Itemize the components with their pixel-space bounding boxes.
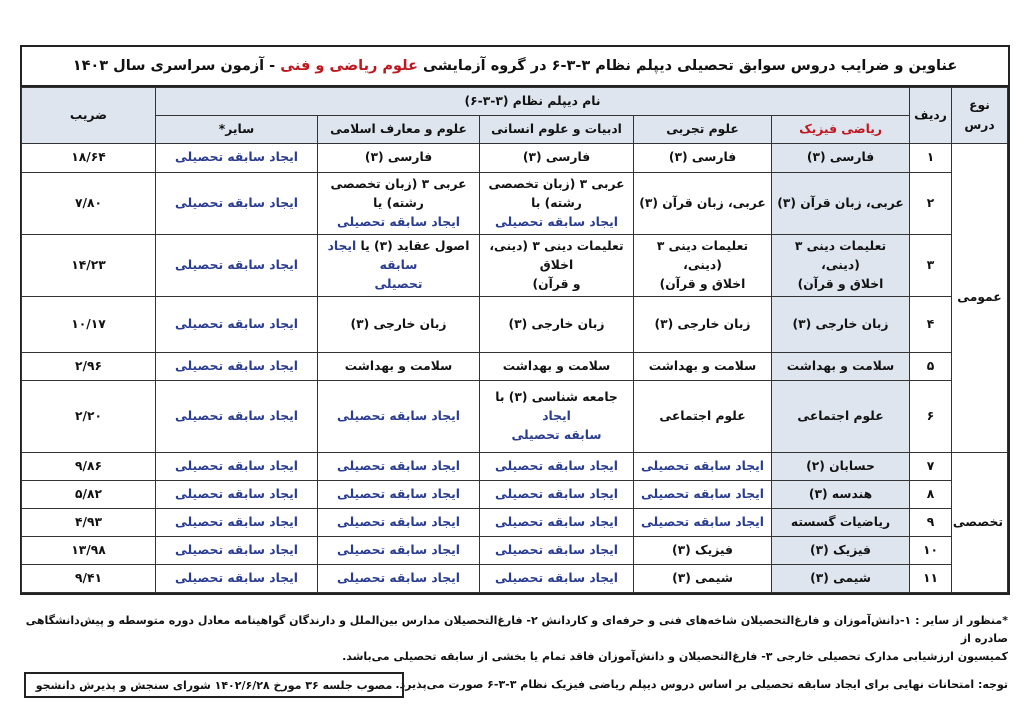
cell-islamic: ایجاد سابقه تحصیلی [318,565,480,593]
cell-text-blue: ایجاد [542,408,571,423]
cell-text: تعلیمات دینی ۳ (دینی، [656,238,749,272]
footnote-line1: *منظور از سایر : ۱-دانش‌آموزان و فارغ‌التحصیلان شاخه‌های فنی و حرفه‌ای و کاردانش ۲- فارغ‌التحصیلان مدارس بین‌الملل و دارندگان گواهینامه معادل دوره متوسطه و پیش‌دانشگاهی صادره از [25,614,1008,645]
courses-table [21,87,1008,593]
header-col-experimental: علوم تجربی [634,116,772,144]
cell-text-blue: تحصیلی [374,277,423,292]
cell-islamic: سلامت و بهداشت [318,353,480,381]
cell-humanities: ایجاد سابقه تحصیلی [480,537,634,565]
cell-text: اخلاق و قرآن) [659,277,746,292]
cell-other: ایجاد سابقه تحصیلی [155,481,317,509]
header-col-math-physics: ریاضی فیزیک [772,116,910,144]
title-accent: علوم ریاضی و فنی [280,58,418,74]
cell-other: ایجاد سابقه تحصیلی [155,297,317,353]
cell-coefficient: ۲/۹۶ [21,353,155,381]
cell-text: عربی ۳ (زبان تخصصی رشته) یا [330,176,467,210]
cell-text-blue: ایجاد سابقه تحصیلی [495,215,618,230]
cell-other: ایجاد سابقه تحصیلی [155,453,317,481]
row-number: ۵ [910,353,952,381]
header-col-islamic: علوم و معارف اسلامی [318,116,480,144]
table-row [21,297,1007,353]
cell-islamic: ایجاد سابقه تحصیلی [318,381,480,453]
row-number: ۲ [910,173,952,235]
cell-islamic [318,235,480,297]
cell-other: ایجاد سابقه تحصیلی [155,537,317,565]
cell-islamic [318,173,480,235]
cell-math: علوم اجتماعی [772,381,910,453]
final-note: توجه: امتحانات نهایی برای ایجاد سابقه تحصیلی بر اساس دروس دیپلم ریاضی فیزیک نظام ۳-۳-۶ صورت می‌پذیرد. [395,678,1008,691]
header-col-humanities: ادبیات و علوم انسانی [480,116,634,144]
row-number: ۸ [910,481,952,509]
cell-humanities: ایجاد سابقه تحصیلی [480,565,634,593]
cell-humanities: ایجاد سابقه تحصیلی [480,481,634,509]
cell-islamic: فارسی (۳) [318,144,480,173]
row-number: ۹ [910,509,952,537]
cell-other: ایجاد سابقه تحصیلی [155,565,317,593]
header-row-number: ردیف [910,88,952,144]
cell-text-blue: سابقه تحصیلی [511,428,602,443]
group-special: تخصصی [952,453,1008,593]
cell-coefficient: ۴/۹۳ [21,509,155,537]
cell-math: فارسی (۳) [772,144,910,173]
cell-experimental: ایجاد سابقه تحصیلی [634,453,772,481]
cell-experimental: علوم اجتماعی [634,381,772,453]
cell-coefficient: ۱۰/۱۷ [21,297,155,353]
cell-other: ایجاد سابقه تحصیلی [155,353,317,381]
cell-text: اصول عقاید (۳) یا [360,238,470,253]
table-row [21,453,1007,481]
cell-math: عربی، زبان قرآن (۳) [772,173,910,235]
table-row [21,144,1007,173]
table-row [21,565,1007,593]
row-number: ۶ [910,381,952,453]
cell-islamic: ایجاد سابقه تحصیلی [318,453,480,481]
cell-text-blue: ایجاد سابقه تحصیلی [337,215,460,230]
cell-humanities: ایجاد سابقه تحصیلی [480,453,634,481]
title-part1: عناوین و ضرایب دروس سوابق تحصیلی دیپلم نظام ۳-۳-۶ در گروه آزمایشی [423,58,958,74]
table-row [21,235,1007,297]
table-row [21,353,1007,381]
document-frame [20,45,1010,595]
cell-experimental: فارسی (۳) [634,144,772,173]
cell-humanities [480,235,634,297]
cell-humanities [480,381,634,453]
header-col-other: سایر* [155,116,317,144]
cell-other: ایجاد سابقه تحصیلی [155,235,317,297]
cell-math: زبان خارجی (۳) [772,297,910,353]
table-row [21,481,1007,509]
cell-coefficient: ۱۳/۹۸ [21,537,155,565]
cell-islamic: زبان خارجی (۳) [318,297,480,353]
cell-islamic: ایجاد سابقه تحصیلی [318,537,480,565]
cell-coefficient: ۱۴/۲۳ [21,235,155,297]
cell-text: تعلیمات دینی ۳ (دینی، [794,238,887,272]
cell-text-blue: ایجاد سابقه [327,238,418,272]
row-number: ۱ [910,144,952,173]
cell-math [772,235,910,297]
header-diploma-name: نام دیپلم نظام (۳-۳-۶) [155,88,909,116]
cell-experimental: ایجاد سابقه تحصیلی [634,481,772,509]
cell-experimental: فیزیک (۳) [634,537,772,565]
cell-coefficient: ۲/۲۰ [21,381,155,453]
cell-experimental: سلامت و بهداشت [634,353,772,381]
cell-humanities: سلامت و بهداشت [480,353,634,381]
cell-experimental: عربی، زبان قرآن (۳) [634,173,772,235]
cell-other: ایجاد سابقه تحصیلی [155,381,317,453]
cell-math: فیزیک (۳) [772,537,910,565]
footnote-line2: کمیسیون ارزشیابی مدارک تحصیلی خارجی ۳- فارغ‌التحصیلان و دانش‌آموزان فاقد تمام یا بخشی از سابقه تحصیلی می‌باشد. [342,650,1008,663]
cell-math: هندسه (۳) [772,481,910,509]
cell-coefficient: ۵/۸۲ [21,481,155,509]
table-row [21,509,1007,537]
cell-humanities: فارسی (۳) [480,144,634,173]
row-number: ۱۱ [910,565,952,593]
cell-islamic: ایجاد سابقه تحصیلی [318,481,480,509]
approval-box: مصوب جلسه ۳۶ مورخ ۱۴۰۲/۶/۲۸ شورای سنجش و پذیرش دانشجو [24,672,404,698]
group-general: عمومی [952,144,1008,453]
cell-coefficient: ۱۸/۶۴ [21,144,155,173]
cell-humanities: ایجاد سابقه تحصیلی [480,509,634,537]
cell-coefficient: ۹/۸۶ [21,453,155,481]
cell-other: ایجاد سابقه تحصیلی [155,173,317,235]
cell-experimental: ایجاد سابقه تحصیلی [634,509,772,537]
cell-experimental [634,235,772,297]
header-course-type: نوع درس [952,88,1008,144]
cell-text: و قرآن) [532,277,581,292]
table-row [21,537,1007,565]
cell-text: تعلیمات دینی ۳ (دینی، اخلاق [489,238,624,272]
cell-coefficient: ۹/۴۱ [21,565,155,593]
cell-text: عربی ۳ (زبان تخصصی رشته) با [488,176,625,210]
cell-experimental: شیمی (۳) [634,565,772,593]
cell-text: اخلاق و قرآن) [797,277,884,292]
cell-other: ایجاد سابقه تحصیلی [155,509,317,537]
cell-humanities: زبان خارجی (۳) [480,297,634,353]
row-number: ۳ [910,235,952,297]
page-title [22,47,1008,87]
table-row [21,173,1007,235]
title-part2: - آزمون سراسری سال ۱۴۰۳ [72,58,276,74]
cell-math: حسابان (۲) [772,453,910,481]
cell-math: ریاضیات گسسته [772,509,910,537]
footnote [18,612,1008,666]
header-coefficient: ضریب [21,88,155,144]
row-number: ۷ [910,453,952,481]
table-row [21,381,1007,453]
cell-islamic: ایجاد سابقه تحصیلی [318,509,480,537]
cell-other: ایجاد سابقه تحصیلی [155,144,317,173]
cell-math: سلامت و بهداشت [772,353,910,381]
cell-experimental: زبان خارجی (۳) [634,297,772,353]
row-number: ۴ [910,297,952,353]
cell-text: جامعه شناسی (۳) با [495,389,618,404]
cell-math: شیمی (۳) [772,565,910,593]
row-number: ۱۰ [910,537,952,565]
cell-humanities [480,173,634,235]
cell-coefficient: ۷/۸۰ [21,173,155,235]
